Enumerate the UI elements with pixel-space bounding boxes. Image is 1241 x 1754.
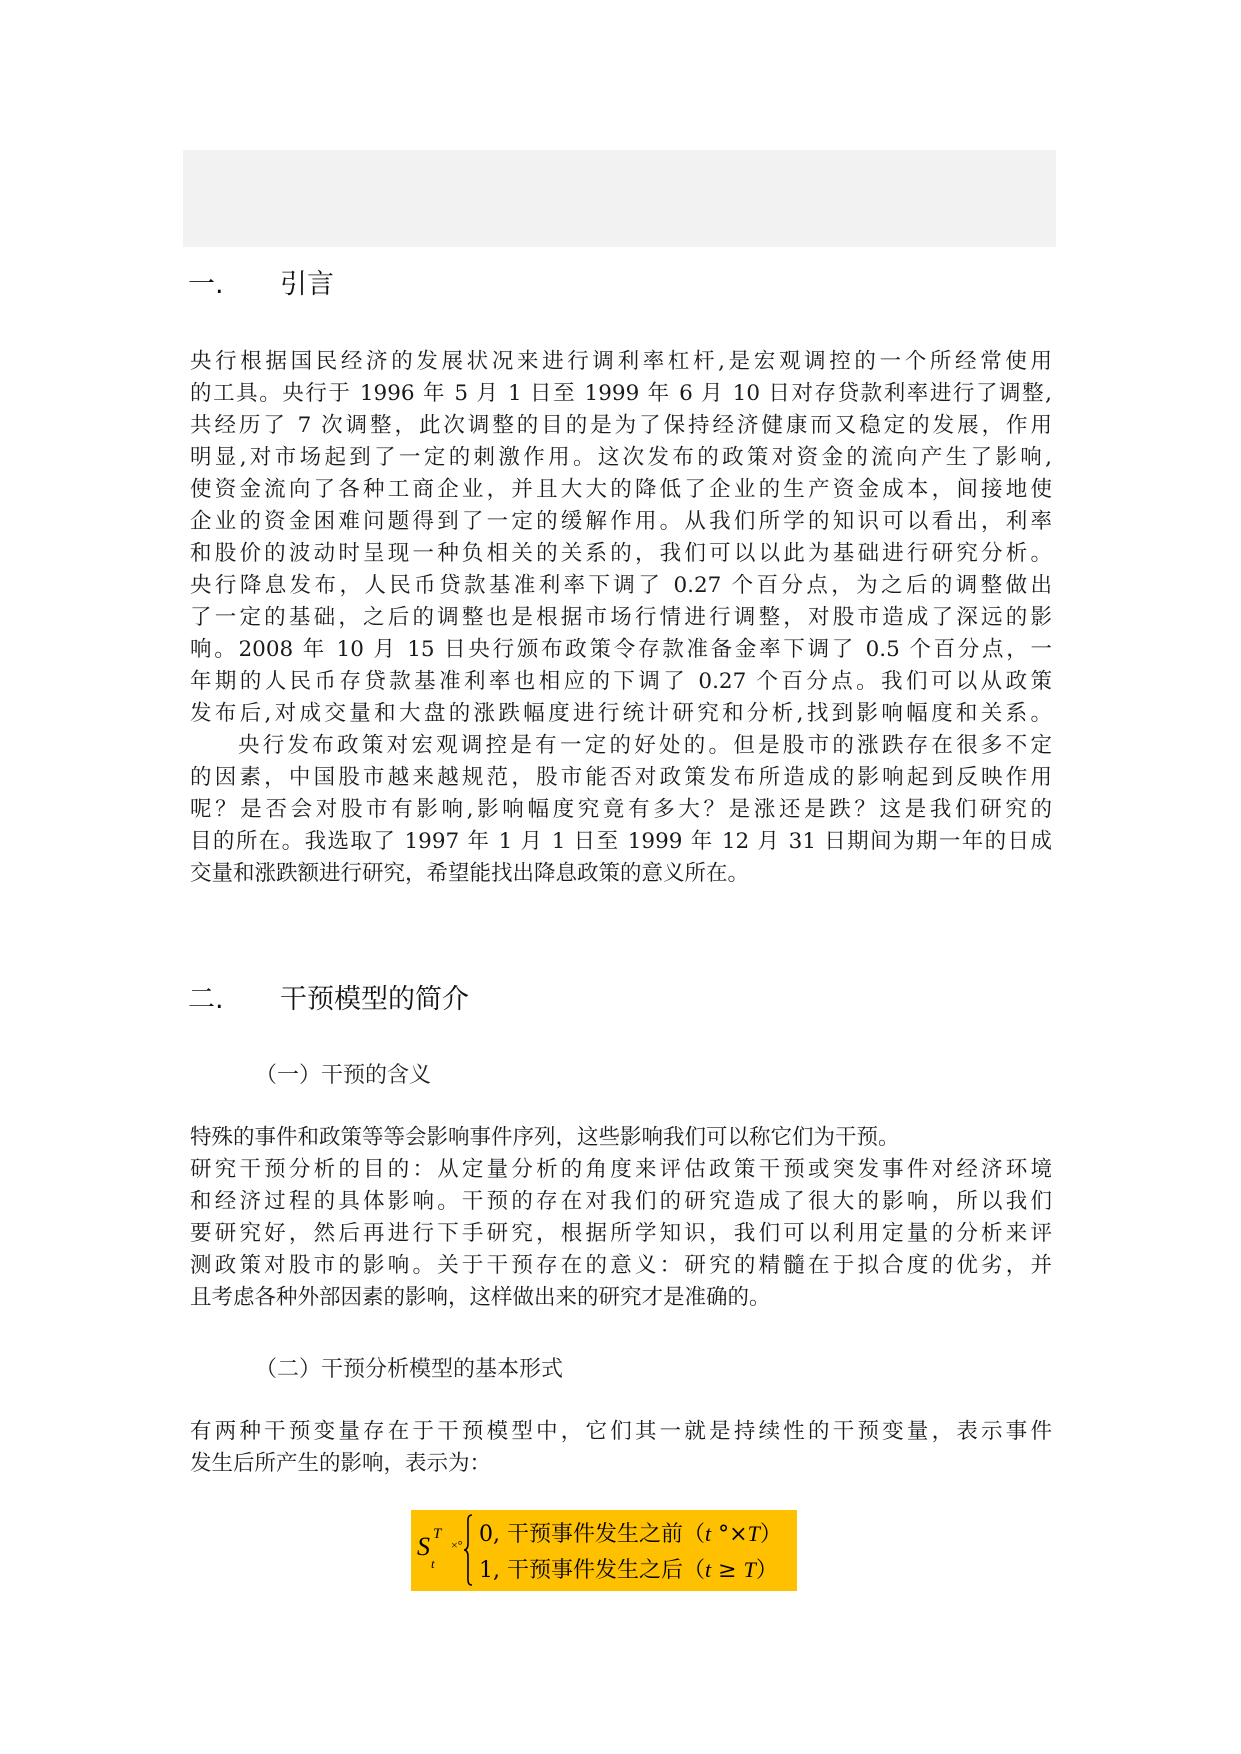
text-line: 央行降息发布，人民币贷款基准利率下调了 0.27 个百分点，为之后的调整做出 — [190, 573, 1052, 598]
text-line: 的因素，中国股市越来越规范，股市能否对政策发布所造成的影响起到反映作用 — [190, 765, 1052, 790]
subsection-1-number: （一） — [255, 1063, 322, 1088]
subsection-1-heading — [255, 1058, 431, 1089]
case-close: ） — [759, 1522, 782, 1547]
text-line: 使资金流向了各种工商企业，并且大大的降低了企业的生产资金成本，间接地使 — [190, 477, 1052, 502]
text-line: 和经济过程的具体影响。干预的存在对我们的研究造成了很大的影响，所以我们 — [190, 1189, 1052, 1214]
text-line: 且考虑各种外部因素的影响，这样做出来的研究才是准确的。 — [190, 1285, 771, 1310]
text-line: 交量和涨跌额进行研究，希望能找出降息政策的意义所在。 — [190, 861, 750, 886]
text-line: 和股价的波动时呈现一种负相关的关系的，我们可以以此为基础进行研究分析。 — [190, 541, 1052, 566]
text-line: 发生后所产生的影响，表示为： — [190, 1451, 492, 1476]
text-line: 特殊的事件和政策等等会影响事件序列，这些影响我们可以称它们为干预。 — [190, 1125, 900, 1150]
section-2-number: 二. — [188, 984, 224, 1015]
case-threshold: T — [747, 1521, 760, 1546]
intervention-formula — [411, 1510, 797, 1591]
formula-equals: ×° — [451, 1538, 463, 1552]
section-2-heading — [188, 977, 469, 1016]
text-line: 了一定的基础，之后的调整也是根据市场行情进行调整，对股市造成了深远的影 — [190, 605, 1052, 630]
text-line: 央行根据国民经济的发展状况来进行调利率杠杆,是宏观调控的一个所经常使用 — [190, 349, 1052, 374]
text-line: 的工具。央行于 1996 年 5 月 1 日至 1999 年 6 月 10 日对存贷款利率进行了调整, — [190, 381, 1052, 406]
text-line: 央行发布政策对宏观调控是有一定的好处的。但是股市的涨跌存在很多不定 — [238, 733, 1052, 758]
formula-symbol: S — [417, 1532, 430, 1561]
brace-icon — [463, 1514, 473, 1586]
case-variable: t — [705, 1521, 712, 1546]
text-line: 响。2008 年 10 月 15 日央行颁布政策令存款准备金率下调了 0.5 个百分点，一 — [190, 637, 1052, 662]
formula-superscript: T — [433, 1526, 442, 1542]
text-line: 共经历了 7 次调整，此次调整的目的是为了保持经济健康而又稳定的发展，作用 — [190, 413, 1052, 438]
case-value: 0, — [479, 1522, 500, 1547]
section-1-title: 引言 — [280, 269, 334, 300]
subsection-2-title: 干预分析模型的基本形式 — [321, 1357, 564, 1382]
section-1-heading — [188, 262, 334, 301]
formula-case-after — [479, 1553, 778, 1584]
section-1-paragraph-2 — [190, 730, 1052, 890]
formula-case-before — [479, 1517, 782, 1548]
section-1-number: 一. — [188, 269, 224, 300]
text-line: 要研究好，然后再进行下手研究，根据所学知识，我们可以利用定量的分析来评 — [190, 1221, 1052, 1246]
subsection-2-heading — [255, 1352, 563, 1383]
subsection-2-number: （二） — [255, 1357, 322, 1382]
case-relation: ≥ — [711, 1558, 744, 1583]
section-1-paragraph-1 — [190, 346, 1052, 730]
text-line: 研究干预分析的目的：从定量分析的角度来评估政策干预或突发事件对经济环境 — [190, 1157, 1052, 1182]
case-close: ） — [755, 1558, 778, 1583]
case-threshold: T — [743, 1557, 756, 1582]
formula-subscript: t — [431, 1556, 435, 1571]
text-line: 发布后,对成交量和大盘的涨跌幅度进行统计研究和分析,找到影响幅度和关系。 — [190, 701, 1052, 726]
text-line: 明显,对市场起到了一定的刺激作用。这次发布的政策对资金的流向产生了影响, — [190, 445, 1052, 470]
case-text: 干预事件发生之前（ — [507, 1522, 706, 1547]
text-line: 年期的人民币存贷款基准利率也相应的下调了 0.27 个百分点。我们可以从政策 — [190, 669, 1052, 694]
text-line: 目的所在。我选取了 1997 年 1 月 1 日至 1999 年 12 月 31 日期间为期一年的日成 — [190, 829, 1052, 854]
text-line: 有两种干预变量存在于干预模型中，它们其一就是持续性的干预变量，表示事件 — [190, 1419, 1052, 1444]
case-variable: t — [705, 1557, 712, 1582]
subsection-1-title: 干预的含义 — [321, 1063, 432, 1088]
section-2-title: 干预模型的简介 — [280, 984, 469, 1015]
case-value: 1, — [479, 1558, 500, 1583]
text-line: 测政策对股市的影响。关于干预存在的意义：研究的精髓在于拟合度的优劣，并 — [190, 1253, 1052, 1278]
text-line: 企业的资金困难问题得到了一定的缓解作用。从我们所学的知识可以看出，利率 — [190, 509, 1052, 534]
case-text: 干预事件发生之后（ — [507, 1558, 706, 1583]
case-relation: °× — [711, 1522, 748, 1547]
subsection-1-paragraph — [190, 1122, 1052, 1314]
text-line: 呢？是否会对股市有影响,影响幅度究竟有多大？是涨还是跌？这是我们研究的 — [190, 797, 1052, 822]
subsection-2-paragraph — [190, 1416, 1052, 1480]
header-band — [183, 150, 1056, 247]
